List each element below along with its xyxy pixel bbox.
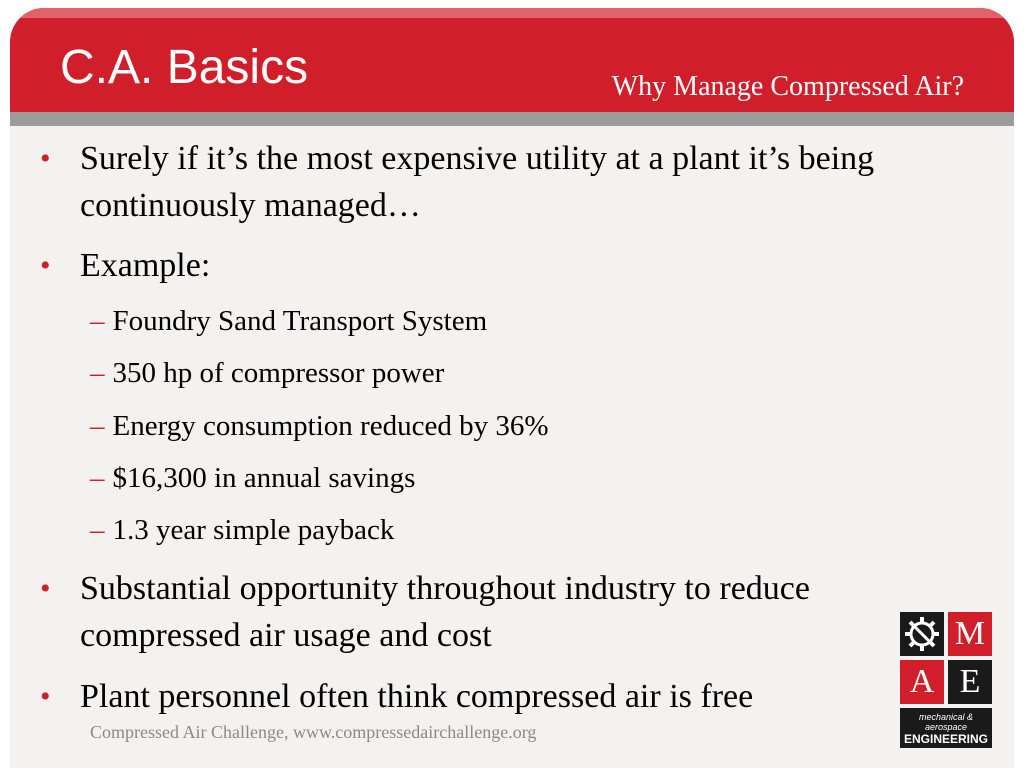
sub-item-text: 1.3 year simple payback	[112, 514, 395, 546]
dash-icon: –	[90, 305, 105, 337]
logo-caption-small: mechanical & aerospace	[918, 712, 974, 732]
dash-icon: –	[90, 410, 105, 442]
slide-subtitle: Why Manage Compressed Air?	[611, 71, 964, 102]
bullet-text: Substantial opportunity throughout industry to reduce compressed air usage and cost	[80, 570, 810, 654]
dash-icon: –	[90, 357, 105, 389]
dash-icon: –	[90, 514, 105, 546]
header-highlight	[10, 8, 1014, 18]
sub-item-text: $16,300 in annual savings	[112, 462, 416, 494]
sub-item	[90, 512, 394, 548]
bullet-text: Example:	[80, 247, 211, 284]
sub-item	[90, 460, 415, 496]
divider-bar	[10, 112, 1014, 126]
logo-letter-m: M	[948, 612, 992, 656]
sub-item-text: Energy consumption reduced by 36%	[112, 410, 549, 442]
header-bar	[10, 8, 1014, 112]
bullet-dot-icon: •	[40, 249, 51, 282]
logo-caption	[900, 708, 992, 748]
sub-item	[90, 408, 548, 444]
sub-item-text: 350 hp of compressor power	[112, 357, 445, 389]
bullet-text: Plant personnel often think compressed air is free	[80, 678, 754, 715]
bullet-dot-icon: •	[40, 142, 51, 175]
gear-icon	[900, 612, 944, 656]
sub-item	[90, 303, 487, 339]
bullet-text: Surely if it’s the most expensive utility at a plant it’s being continuously managed…	[80, 140, 875, 224]
logo-caption-large: ENGINEERING	[903, 732, 988, 746]
sub-item	[90, 355, 444, 391]
footer-credit: Compressed Air Challenge, www.compressedairchallenge.org	[90, 722, 537, 742]
bullet-dot-icon: •	[40, 572, 51, 605]
mae-logo	[900, 612, 992, 748]
slide-title: C.A. Basics	[60, 41, 309, 94]
logo-letter-e: E	[948, 660, 992, 704]
logo-letter-a: A	[900, 660, 944, 704]
dash-icon: –	[90, 462, 105, 494]
sub-item-text: Foundry Sand Transport System	[112, 305, 488, 337]
bullet-dot-icon: •	[40, 680, 51, 713]
